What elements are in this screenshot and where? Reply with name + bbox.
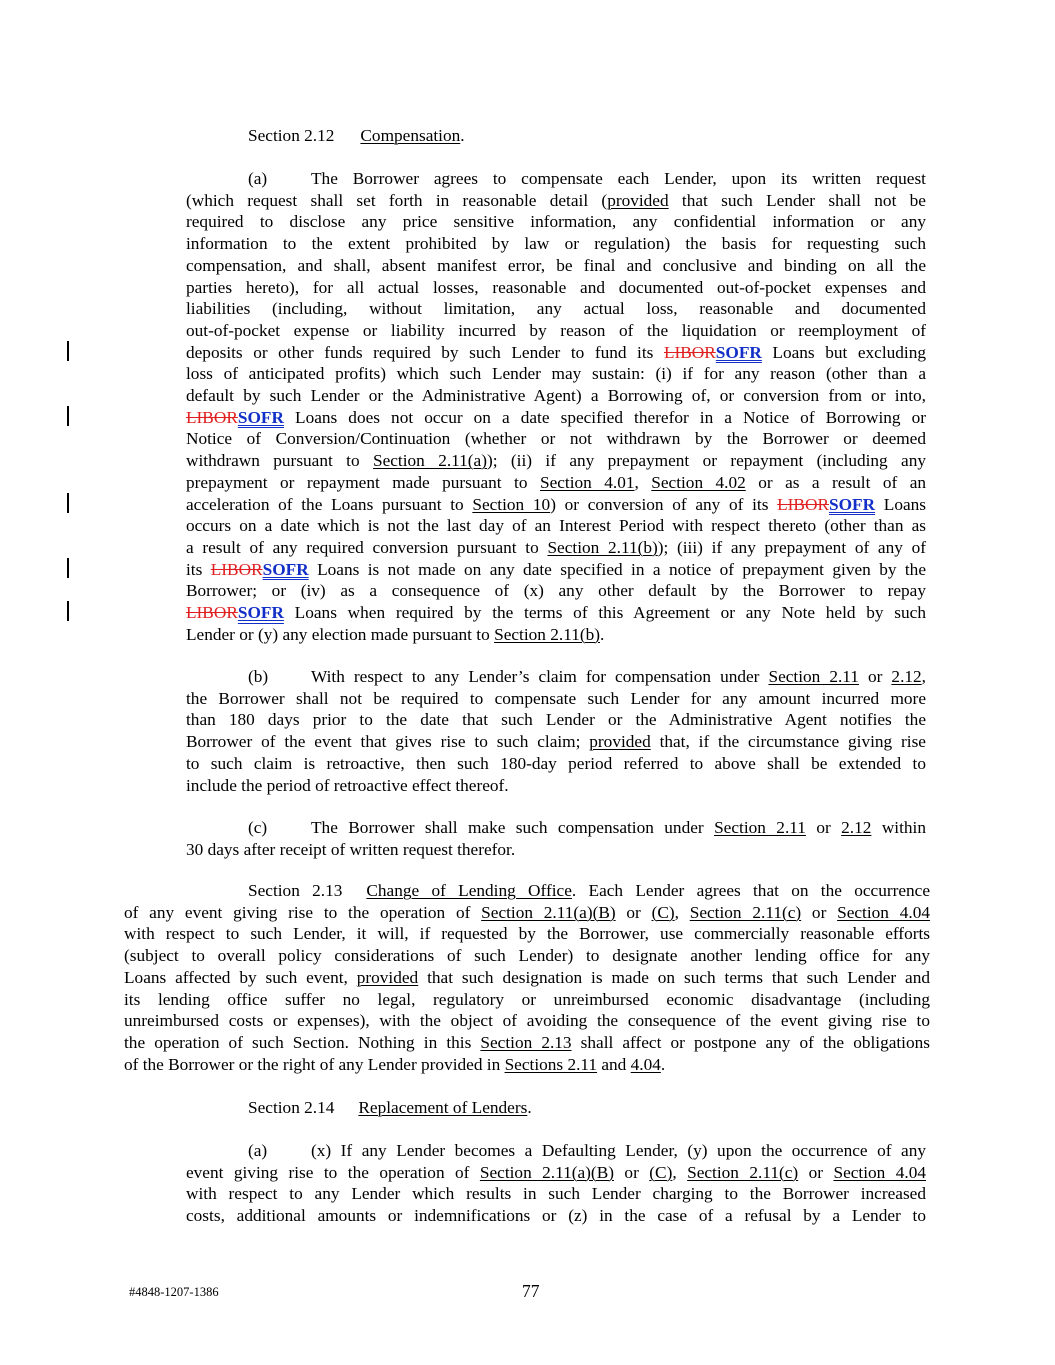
text-run: . Each Lender agrees that on the occurrence	[571, 881, 930, 900]
text-run: required to disclose any price sensitive information, any confidential information or any	[186, 212, 926, 232]
text-run: costs, additional amounts or indemnifications or (z) in the case of a refusal by a Lender to	[186, 1206, 926, 1226]
deleted-text: LIBOR	[186, 603, 238, 622]
change-bar	[67, 601, 69, 621]
cross-reference-link[interactable]: Section 4.02	[651, 472, 746, 492]
section-title: Compensation	[360, 126, 461, 145]
text-run: (which request shall set forth in reasonable detail (	[186, 190, 608, 210]
change-bar	[67, 493, 69, 513]
text-run: ,	[672, 1162, 688, 1182]
text-line	[186, 839, 515, 861]
text-run: with respect to any Lender which results in such Lender charging to the Borrower increased	[186, 1184, 926, 1204]
cross-reference-link[interactable]: 2.12	[841, 818, 872, 837]
text-run: Notice of Conversion/Continuation (whether or not withdrawn by the Borrower or deemed	[186, 429, 926, 449]
cross-reference-link[interactable]: (C)	[651, 902, 675, 922]
section-number: Section 2.13	[248, 881, 343, 900]
paragraph-label: (a)	[248, 169, 268, 188]
page-number: 77	[522, 1281, 540, 1301]
text-line	[186, 342, 926, 364]
text-run: ); (ii) if any prepayment or repayment (including any	[486, 451, 927, 471]
text-run: within	[871, 818, 926, 837]
cross-reference-link[interactable]: Section 4.04	[837, 902, 930, 922]
section-title-period: .	[527, 1098, 532, 1117]
text-run: Loans	[875, 494, 926, 514]
text-run: include the period of retroactive effect thereof.	[186, 775, 509, 795]
text-line	[186, 1162, 926, 1184]
text-line	[186, 428, 926, 450]
deleted-text: LIBOR	[210, 559, 263, 579]
text-run: a result of any required conversion pursuant to	[186, 537, 548, 557]
text-run: with respect to such Lender, it will, if requested by the Borrower, use commercially reasonable efforts	[124, 924, 930, 944]
cross-reference-link[interactable]: Sections 2.11	[504, 1054, 598, 1074]
section-heading-2-12	[248, 125, 465, 147]
text-run: out-of-pocket expense or liability incurred by reason of the liquidation or reemployment of	[186, 320, 926, 340]
text-line	[186, 537, 926, 559]
text-line	[124, 1054, 665, 1076]
text-run: Loans is not made on any date specified in a notice of prepayment given by the	[308, 559, 926, 579]
text-run: of any event giving rise to the operation of	[124, 902, 482, 922]
text-run: withdrawn pursuant to	[186, 451, 373, 471]
text-line	[186, 277, 926, 299]
text-run: that, if the circumstance giving rise	[650, 732, 926, 752]
text-line	[248, 1140, 926, 1162]
cross-reference-link[interactable]: Section 2.11(c)	[687, 1162, 799, 1182]
text-run: Borrower of the event that gives rise to such claim;	[186, 732, 590, 752]
text-run: its	[186, 559, 211, 579]
document-id: #4848-1207-1386	[129, 1285, 219, 1299]
deleted-text: LIBOR	[186, 407, 238, 427]
inserted-text: SOFR	[237, 407, 284, 427]
text-line	[186, 515, 926, 537]
cross-reference-link[interactable]: Section 2.13	[480, 1032, 572, 1052]
text-run: deposits or other funds required by such Lender to fund its	[186, 342, 664, 362]
inserted-text: SOFR	[715, 342, 762, 362]
text-run: The Borrower shall make such compensation under	[311, 818, 715, 837]
text-line	[186, 450, 926, 472]
text-line	[124, 989, 930, 1011]
section-title: Change of Lending Office	[366, 881, 572, 900]
text-line	[186, 298, 926, 320]
text-run: its lending office suffer no legal, regulatory or unreimbursed economic disadvantage (including	[124, 989, 930, 1009]
text-line	[124, 945, 930, 967]
text-run: event giving rise to the operation of	[186, 1162, 480, 1182]
text-run: compensation, and shall, absent manifest error, be final and conclusive and binding on all the	[186, 255, 926, 275]
cross-reference-link[interactable]: Section 2.11	[768, 667, 859, 686]
text-run: or as a result of an	[745, 472, 927, 492]
text-run: With respect to any Lender’s claim for compensation under	[311, 667, 769, 686]
text-line	[186, 494, 926, 516]
cross-reference-link[interactable]: Section 2.11(c)	[689, 902, 802, 922]
text-run: shall affect or postpone any of the obligations	[571, 1032, 930, 1052]
text-run: of the Borrower or the right of any Lender provided in	[124, 1054, 505, 1074]
cross-reference-link[interactable]: Section 2.11(a)(B)	[481, 902, 616, 922]
paragraph-label: (c)	[248, 818, 268, 837]
text-run: prepayment or repayment made pursuant to	[186, 472, 540, 492]
text-line	[186, 385, 926, 407]
deleted-text: LIBOR	[777, 494, 829, 514]
text-run: 30 days after receipt of written request therefor.	[186, 839, 516, 859]
text-run: Lender or (y) any election made pursuant to	[186, 624, 495, 644]
text-run: loss of anticipated profits) which such Lender may sustain: (i) if for any reason (other than a	[186, 364, 926, 384]
text-line	[124, 923, 930, 945]
text-line	[186, 602, 926, 624]
text-run: or	[613, 1162, 650, 1182]
cross-reference-link[interactable]: provided	[356, 967, 419, 987]
text-run: the Borrower shall not be required to compensate such Lender for any amount incurred more	[186, 688, 926, 708]
text-run: or	[615, 902, 652, 922]
section-number: Section 2.12	[248, 126, 335, 145]
text-line	[124, 1010, 930, 1032]
text-run: Loans does not occur on a date specified therefor in a Notice of Borrowing or	[283, 407, 926, 427]
text-line	[186, 255, 926, 277]
text-line	[124, 1032, 930, 1054]
text-run: that such designation is made on such terms that such Lender and	[418, 967, 930, 987]
text-line	[186, 472, 926, 494]
cross-reference-link[interactable]: Section 2.11(b)	[547, 537, 658, 557]
text-line	[186, 363, 926, 385]
text-line	[186, 709, 926, 731]
text-run: (x) If any Lender becomes a Defaulting Lender, (y) upon the occurrence of any	[311, 1141, 926, 1160]
text-run: unreimbursed costs or expenses), with the object of avoiding the consequence of the event giving rise to	[124, 1011, 930, 1031]
text-line	[186, 731, 926, 753]
paragraph-label: (b)	[248, 667, 269, 686]
text-line	[186, 320, 926, 342]
text-line	[248, 666, 926, 688]
text-line	[124, 902, 930, 924]
text-run: than 180 days prior to the date that such Lender or the Administrative Agent notifies the	[186, 710, 926, 730]
cross-reference-link[interactable]: Section 2.11	[714, 818, 806, 837]
cross-reference-link[interactable]: Section 2.11(a)(B)	[479, 1162, 614, 1182]
text-run: the operation of such Section. Nothing in this	[124, 1032, 481, 1052]
text-run: .	[660, 1054, 666, 1074]
text-line	[186, 190, 926, 212]
change-bar	[67, 558, 69, 578]
cross-reference-link[interactable]: Section 4.04	[833, 1162, 926, 1182]
text-line	[186, 233, 926, 255]
deleted-text: LIBOR	[663, 342, 716, 362]
section-title: Replacement of Lenders	[358, 1098, 528, 1117]
change-bar	[67, 341, 69, 361]
cross-reference-link[interactable]: Section 4.01	[539, 472, 635, 492]
cross-reference-link[interactable]: Section 2.11(a)	[372, 451, 487, 471]
text-line	[186, 753, 926, 775]
text-run: or	[805, 818, 842, 837]
text-run: liabilities (including, without limitation, any actual loss, reasonable and documented	[186, 299, 926, 319]
text-run: .	[600, 624, 605, 644]
cross-reference-link[interactable]: 4.04	[630, 1054, 661, 1074]
text-run: information to the extent prohibited by law or regulation) the basis for requesting such	[186, 234, 926, 254]
text-line	[248, 817, 926, 839]
section-heading-2-14	[248, 1097, 532, 1119]
text-run: or	[798, 1162, 834, 1182]
text-run: ,	[634, 472, 652, 492]
text-line	[124, 967, 930, 989]
cross-reference-link[interactable]: provided	[607, 190, 669, 210]
text-line	[186, 1183, 926, 1205]
text-run: ); (iii) if any prepayment of any of	[657, 537, 926, 557]
section-number: Section 2.14	[248, 1098, 335, 1117]
change-bar	[67, 406, 69, 426]
cross-reference-link[interactable]: 2.12	[891, 667, 922, 686]
paragraph-label: (a)	[248, 1141, 268, 1160]
inserted-text: SOFR	[262, 559, 309, 579]
text-run: (subject to overall policy considerations of such Lender) to designate another lending office for any	[124, 946, 930, 966]
text-run: ,	[674, 902, 690, 922]
text-line	[186, 559, 926, 581]
text-run: Loans but excluding	[761, 342, 926, 362]
text-run: that such Lender shall not be	[668, 190, 926, 210]
text-run: Loans when required by the terms of this Agreement or any Note held by such	[283, 603, 926, 622]
text-line	[186, 407, 926, 429]
inserted-text: SOFR	[828, 494, 876, 514]
text-run: and	[597, 1054, 631, 1074]
text-line	[186, 580, 926, 602]
text-run: occurs on a date which is not the last day of an Interest Period with respect thereto (other than as	[186, 516, 926, 536]
text-run: to such claim is retroactive, then such 180-day period referred to above shall be extended to	[186, 753, 926, 773]
text-run: ) or conversion of any of its	[550, 494, 778, 514]
text-line	[186, 775, 509, 797]
section-title-period: .	[460, 126, 465, 145]
text-run: Borrower; or (iv) as a consequence of (x) any other default by the Borrower to repay	[186, 581, 926, 601]
text-run: Loans affected by such event,	[124, 967, 357, 987]
text-run: default by such Lender or the Administrative Agent) a Borrowing of, or conversion from or into,	[186, 386, 926, 405]
cross-reference-link[interactable]: (C)	[649, 1162, 673, 1182]
text-run: parties hereto), for all actual losses, reasonable and documented out-of-pocket expenses and	[186, 277, 926, 297]
text-line	[186, 1205, 926, 1227]
text-line	[186, 688, 926, 710]
text-line	[186, 211, 926, 233]
cross-reference-link[interactable]: provided	[589, 732, 651, 752]
inserted-text: SOFR	[237, 603, 284, 622]
cross-reference-link[interactable]: Section 2.11(b)	[494, 624, 600, 644]
text-line	[186, 624, 604, 646]
text-run: The Borrower agrees to compensate each Lender, upon its written request	[311, 169, 926, 188]
cross-reference-link[interactable]: Section 10	[472, 494, 551, 514]
text-run: acceleration of the Loans pursuant to	[186, 494, 473, 514]
text-run: or	[858, 667, 892, 686]
section-heading-2-13	[124, 880, 930, 902]
text-run: ,	[921, 667, 926, 686]
text-run: or	[801, 902, 838, 922]
text-line	[248, 168, 926, 190]
